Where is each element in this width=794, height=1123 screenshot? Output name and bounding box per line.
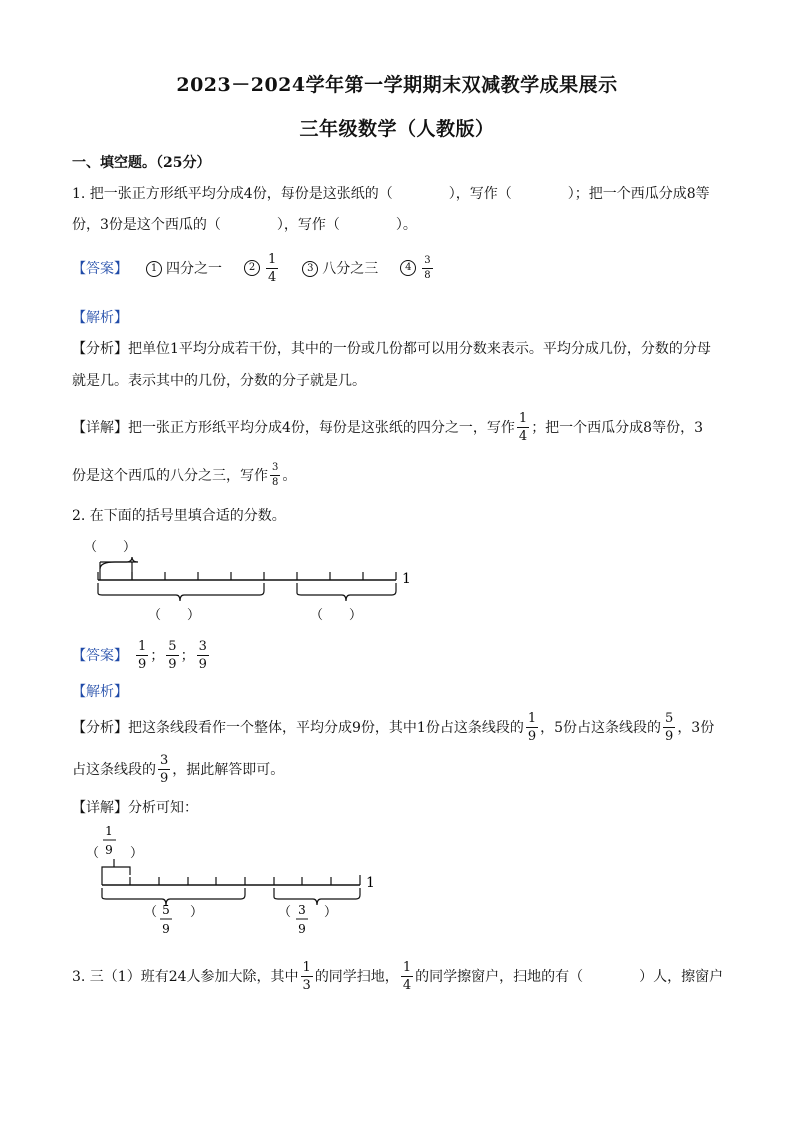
fraction: $\frac{1}{9}$ bbox=[527, 710, 537, 744]
q2-question: 2. 在下面的括号里填合适的分数。 bbox=[72, 508, 286, 524]
paren-open: （ bbox=[144, 905, 158, 920]
q1-fenxi-line-1: 【分析】把单位1平均分成若干份，其中的一份或几份都可以用分数来表示。平均分成几份，分数的分母 bbox=[72, 341, 711, 357]
fraction-numerator: 3 bbox=[298, 903, 306, 917]
fraction: $\frac{5}{9}$ bbox=[168, 638, 177, 672]
exam-title: 2023－2024学年第一学期期末双减教学成果展示 bbox=[176, 74, 618, 96]
circle-marker-1: 1 bbox=[146, 261, 162, 277]
circle-marker-4: 4 bbox=[400, 260, 416, 276]
answer-text: 八分之三 bbox=[322, 261, 379, 277]
analysis-label: 【解析】 bbox=[72, 684, 128, 700]
number-line-figure bbox=[80, 535, 420, 627]
fraction: $\frac{1}{9}$ bbox=[138, 638, 147, 672]
q2-fenxi-line-1: 【分析】 把这条线段看作一个整体，平均分成9份，其中1份占这条线段的 $\frac{1}{9}$ ，5份占这条线段的 $\frac{5}{9}$ ，3份 bbox=[72, 710, 715, 744]
blank-paren-left: （ ） bbox=[148, 608, 201, 623]
answer-label: 【答案】 bbox=[72, 261, 128, 277]
answer-item bbox=[146, 258, 222, 278]
fraction: $\frac{3}{9}$ bbox=[198, 638, 207, 672]
fraction: $\frac{5}{9}$ bbox=[665, 710, 674, 744]
q3-line: 3. 三（1）班有24人参加大除，其中 $\frac{1}{3}$ 的同学扫地， $\frac{1}{4}$ 的同学擦窗户，扫地的有（ ）人，擦窗户 bbox=[72, 959, 724, 993]
answer-text: 四分之一 bbox=[166, 261, 222, 277]
fraction: $\frac{1}{3}$ bbox=[302, 959, 311, 993]
q1-fenxi-line-2: 就是几。表示其中的几份，分数的分子就是几。 bbox=[72, 373, 366, 389]
section-heading: 一、填空题。（25分） bbox=[72, 155, 211, 171]
answer-item bbox=[244, 253, 280, 284]
fraction: $\frac{1}{4}$ bbox=[268, 251, 277, 285]
blank-paren-right: （ ） bbox=[310, 608, 363, 623]
fraction-numerator: 5 bbox=[162, 903, 170, 917]
paren-close: ） bbox=[190, 905, 204, 920]
one-label: 1 bbox=[402, 571, 411, 587]
fraction-denominator: 9 bbox=[162, 922, 170, 936]
one-label: 1 bbox=[366, 875, 375, 891]
q1-detail-line-1: 【详解】 把一张正方形纸平均分成4份，每份是这张纸的四分之一，写作 $\frac{1}{4}$ ；把一个西瓜分成8等份，3 bbox=[72, 410, 704, 444]
fraction-denominator: 9 bbox=[298, 922, 306, 936]
q1-answer-row bbox=[72, 252, 457, 284]
paren-close: ） bbox=[130, 846, 144, 861]
q2-answer-row: 【答案】 $\frac{1}{9}$ ； $\frac{5}{9}$ ； $\frac{3}{9}$ bbox=[72, 638, 207, 672]
q1-line-2: 份，3份是这个西瓜的（ ），写作（ ）。 bbox=[72, 217, 417, 233]
fraction: $\frac{3}{9}$ bbox=[160, 752, 169, 786]
q2-detail: 【详解】分析可知： bbox=[72, 800, 198, 816]
paren-open: （ bbox=[86, 846, 100, 861]
blank-paren-top: （ ） bbox=[84, 540, 137, 555]
number-line-solution-figure bbox=[82, 823, 382, 938]
fraction: $\frac{3}{8}$ bbox=[424, 254, 431, 281]
fraction-denominator: 9 bbox=[105, 843, 113, 857]
paren-close: ） bbox=[324, 905, 338, 920]
circle-marker-3: 3 bbox=[302, 261, 318, 277]
fraction: $\frac{1}{4}$ bbox=[402, 959, 412, 993]
paren-open: （ bbox=[278, 905, 292, 920]
analysis-label: 【解析】 bbox=[72, 310, 128, 326]
answer-item bbox=[400, 256, 434, 281]
fraction: $\frac{3}{8}$ bbox=[272, 461, 279, 488]
answer-item bbox=[302, 258, 378, 278]
exam-subtitle: 三年级数学（人教版） bbox=[299, 118, 495, 140]
q2-fenxi-line-2: 占这条线段的 $\frac{3}{9}$ ，据此解答即可。 bbox=[72, 752, 285, 786]
answer-label: 【答案】 bbox=[72, 648, 128, 664]
q1-line-1: 1. 把一张正方形纸平均分成4份，每份是这张纸的（ ），写作（ ）；把一个西瓜分成8等 bbox=[72, 186, 710, 202]
fraction-numerator: 1 bbox=[105, 824, 113, 838]
circle-marker-2: 2 bbox=[244, 260, 260, 276]
q1-detail-line-2: 份是这个西瓜的八分之三，写作 $\frac{3}{8}$ 。 bbox=[72, 461, 297, 488]
fraction: $\frac{1}{4}$ bbox=[518, 410, 528, 444]
